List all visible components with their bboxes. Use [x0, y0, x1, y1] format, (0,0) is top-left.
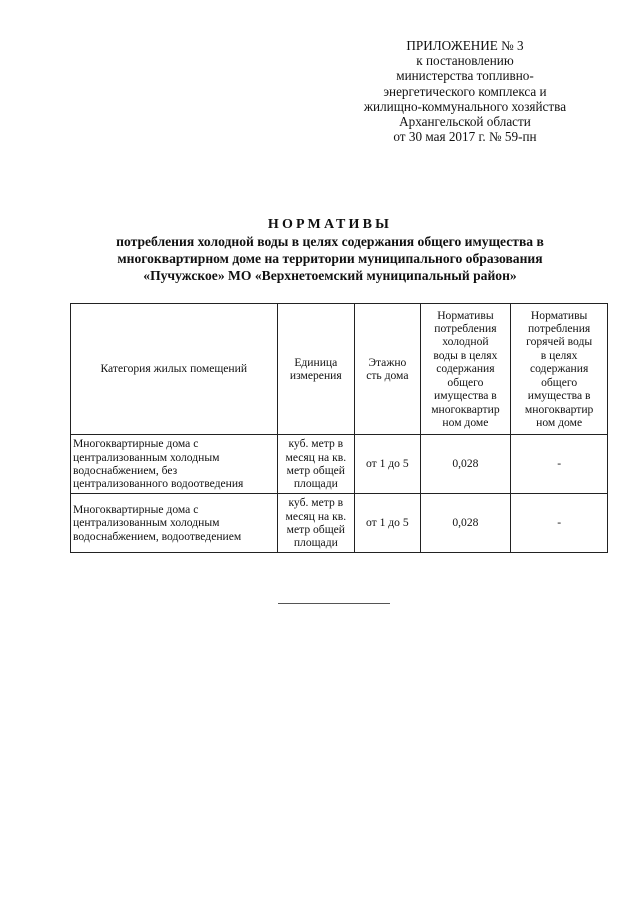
- header-floors: Этажно сть дома: [355, 304, 420, 435]
- appendix-line: жилищно-коммунального хозяйства: [363, 98, 567, 114]
- appendix-line: ПРИЛОЖЕНИЕ № 3: [406, 38, 524, 53]
- title-heading: НОРМАТИВЫ: [267, 217, 393, 232]
- title-line: многоквартирном доме на территории муниципального образования: [117, 251, 543, 266]
- appendix-line: Архангельской области: [399, 114, 531, 130]
- row-category: Многоквартирные дома с централизованным холодным водоснабжением, без централизованного водоотведения: [71, 435, 278, 494]
- appendix-line: от 30 мая 2017 г. № 59-пн: [393, 129, 537, 145]
- header-cold-water-norm: Нормативы потребления холодной воды в целях содержания общего имущества в многоквартир ном доме: [420, 304, 511, 435]
- row-floors: от 1 до 5: [355, 435, 420, 494]
- row-category: Многоквартирные дома с централизованным холодным водоснабжением, водоотведением: [71, 494, 278, 553]
- header-hot-water-norm: Нормативы потребления горячей воды в целях содержания общего имущества в многоквартир ном доме: [511, 304, 608, 435]
- table-header-row: [71, 304, 608, 435]
- appendix-line: энергетического комплекса и: [383, 83, 547, 99]
- row-unit: куб. метр в месяц на кв. метр общей площади: [277, 435, 355, 494]
- header-category: Категория жилых помещений: [71, 304, 278, 435]
- row-unit: куб. метр в месяц на кв. метр общей площади: [277, 494, 355, 553]
- table-row: [71, 494, 608, 553]
- table-row: [71, 435, 608, 494]
- norms-table: [70, 303, 608, 553]
- appendix-line: министерства топливно-: [396, 68, 534, 84]
- row-floors: от 1 до 5: [355, 494, 420, 553]
- row-cold-water-value: 0,028: [420, 494, 511, 553]
- closing-divider: [278, 603, 390, 604]
- row-cold-water-value: 0,028: [420, 435, 511, 494]
- appendix-line: к постановлению: [416, 53, 514, 69]
- document-title: [60, 216, 600, 284]
- header-unit: Единица измерения: [277, 304, 355, 435]
- title-line: потребления холодной воды в целях содержания общего имущества в: [116, 234, 544, 249]
- row-hot-water-value: -: [511, 435, 608, 494]
- row-hot-water-value: -: [511, 494, 608, 553]
- title-line: «Пучужское» МО «Верхнетоемский муниципальный район»: [143, 268, 517, 283]
- appendix-block: [330, 38, 600, 144]
